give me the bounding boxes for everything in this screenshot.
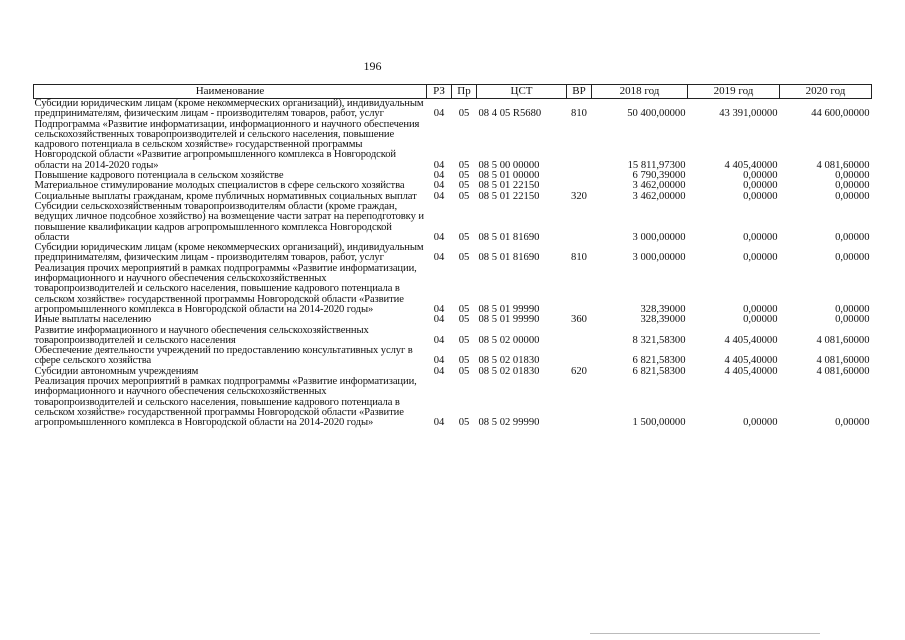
row-name: Повышение кадрового потенциала в сельском хозяйстве bbox=[34, 170, 284, 182]
row-2020: 4 081,60000 bbox=[816, 355, 870, 367]
row-2018: 6 821,58300 bbox=[632, 365, 686, 377]
row-rz: 04 bbox=[433, 252, 445, 264]
row-rz: 04 bbox=[433, 334, 445, 346]
row-pr: 05 bbox=[458, 314, 470, 326]
row-rz: 04 bbox=[433, 365, 445, 377]
row-2020: 0,00000 bbox=[835, 417, 870, 429]
row-cst: 08 5 02 99990 bbox=[478, 417, 540, 429]
row-2019: 0,00000 bbox=[743, 231, 778, 243]
row-pr: 05 bbox=[458, 334, 470, 346]
row-pr: 05 bbox=[458, 231, 470, 243]
row-vr bbox=[567, 346, 592, 367]
row-rz: 04 bbox=[433, 180, 445, 192]
row-cst: 08 5 00 00000 bbox=[478, 159, 540, 171]
header-2018: 2018 год bbox=[592, 85, 688, 99]
row-2018: 3 462,00000 bbox=[632, 180, 686, 192]
page-number: 196 bbox=[363, 59, 382, 73]
row-rz: 04 bbox=[433, 355, 445, 367]
row-2018: 328,39000 bbox=[640, 303, 686, 315]
header-name: Наименование bbox=[34, 85, 427, 99]
row-name: Субсидии юридическим лицам (кроме некоммерческих организаций), индивидуальным предпринимателям, физическим лицам - производителям товаров, работ, услуг bbox=[34, 242, 424, 264]
row-pr: 05 bbox=[458, 365, 470, 377]
row-2020: 0,00000 bbox=[835, 231, 870, 243]
budget-table bbox=[33, 84, 872, 429]
header-cst: ЦСТ bbox=[477, 85, 567, 99]
row-vr: 360 bbox=[571, 314, 587, 326]
row-2020: 0,00000 bbox=[835, 180, 870, 192]
header-rz: РЗ bbox=[427, 85, 452, 99]
row-name: Иные выплаты населению bbox=[34, 314, 152, 326]
row-name: Субсидии сельскохозяйственным товаропроизводителям области (кроме граждан, ведущих личное подсобное хозяйство) на возмещение части затрат на переподготовку и повышение квалификации кадров агропромышленного комплекса Новгородской области bbox=[34, 200, 424, 243]
row-2020: 0,00000 bbox=[835, 314, 870, 326]
row-name: Социальные выплаты гражданам, кроме публичных нормативных социальных выплат bbox=[34, 190, 417, 202]
row-cst: 08 5 01 81690 bbox=[478, 231, 540, 243]
row-cst: 08 5 01 99990 bbox=[478, 303, 540, 315]
table-row bbox=[34, 315, 872, 325]
row-2020: 0,00000 bbox=[835, 303, 870, 315]
row-2020: 0,00000 bbox=[835, 252, 870, 264]
row-2018: 15 811,97300 bbox=[627, 159, 686, 171]
row-pr: 05 bbox=[458, 190, 470, 202]
header-vr: ВР bbox=[567, 85, 592, 99]
row-2018: 1 500,00000 bbox=[632, 417, 686, 429]
row-2019: 4 405,40000 bbox=[724, 355, 778, 367]
row-2020: 44 600,00000 bbox=[811, 108, 870, 120]
row-name: Подпрограмма «Развитие информатизации, информационного и научного обеспечения сельскохозяйственных товаропроизводителей и сельского населения, повышение кадрового потенциала в сельском хозяйстве» государственной программы Новгородской области «Развитие агропромышленного комплекса в Новгородской области на 2014-2020 годы» bbox=[34, 118, 420, 171]
table-row bbox=[34, 202, 872, 243]
row-pr: 05 bbox=[458, 108, 470, 120]
table-row bbox=[34, 99, 872, 120]
row-2018: 3 000,00000 bbox=[632, 252, 686, 264]
row-vr bbox=[567, 202, 592, 243]
row-rz: 04 bbox=[433, 314, 445, 326]
row-2020: 4 081,60000 bbox=[816, 365, 870, 377]
row-cst: 08 5 01 22150 bbox=[478, 180, 540, 192]
row-cst: 08 5 02 01830 bbox=[478, 365, 540, 377]
row-vr: 320 bbox=[571, 190, 587, 202]
row-2018: 328,39000 bbox=[640, 314, 686, 326]
row-2019: 4 405,40000 bbox=[724, 365, 778, 377]
row-name: Материальное стимулирование молодых специалистов в сфере сельского хозяйства bbox=[34, 180, 405, 192]
row-2020: 4 081,60000 bbox=[816, 159, 870, 171]
table-row bbox=[34, 264, 872, 315]
footer-rule bbox=[590, 633, 820, 634]
row-vr bbox=[567, 326, 592, 347]
row-cst: 08 5 01 81690 bbox=[478, 252, 540, 264]
row-2018: 50 400,00000 bbox=[627, 108, 686, 120]
table-row bbox=[34, 377, 872, 428]
row-rz: 04 bbox=[433, 417, 445, 429]
row-cst: 08 5 01 99990 bbox=[478, 314, 540, 326]
row-pr: 05 bbox=[458, 303, 470, 315]
row-2018: 6 790,39000 bbox=[632, 170, 686, 182]
row-cst: 08 5 01 22150 bbox=[478, 190, 540, 202]
table-row bbox=[34, 243, 872, 264]
row-vr bbox=[567, 120, 592, 171]
row-2019: 0,00000 bbox=[743, 417, 778, 429]
row-pr: 05 bbox=[458, 159, 470, 171]
row-cst: 08 5 01 00000 bbox=[478, 170, 540, 182]
row-name: Реализация прочих мероприятий в рамках подпрограммы «Развитие информатизации, информационного и научного обеспечения сельскохозяйственных товаропроизводителей и сельского населения, повышение кадрового потенциала в сельском хозяйстве» государственной программы Новгородской области «Развитие агропромышленного комплекса в Новгородской области на 2014-2020 годы» bbox=[34, 262, 417, 315]
row-pr: 05 bbox=[458, 180, 470, 192]
row-name: Развитие информационного и научного обеспечения сельскохозяйственных товаропроизводителей и сельского населения bbox=[34, 324, 369, 346]
row-vr bbox=[567, 264, 592, 315]
header-2020: 2020 год bbox=[780, 85, 872, 99]
row-2018: 6 821,58300 bbox=[632, 355, 686, 367]
row-vr: 620 bbox=[571, 365, 587, 377]
row-rz: 04 bbox=[433, 170, 445, 182]
row-2020: 0,00000 bbox=[835, 190, 870, 202]
row-2020: 4 081,60000 bbox=[816, 334, 870, 346]
row-2018: 3 000,00000 bbox=[632, 231, 686, 243]
row-cst: 08 5 02 00000 bbox=[478, 334, 540, 346]
row-rz: 04 bbox=[433, 303, 445, 315]
row-2019: 4 405,40000 bbox=[724, 159, 778, 171]
row-2019: 0,00000 bbox=[743, 303, 778, 315]
row-2018: 3 462,00000 bbox=[632, 190, 686, 202]
row-2019: 0,00000 bbox=[743, 170, 778, 182]
table-body bbox=[34, 99, 872, 429]
table-row bbox=[34, 346, 872, 367]
row-rz: 04 bbox=[433, 190, 445, 202]
table-row bbox=[34, 326, 872, 347]
row-2020: 0,00000 bbox=[835, 170, 870, 182]
row-rz: 04 bbox=[433, 231, 445, 243]
row-pr: 05 bbox=[458, 355, 470, 367]
row-rz: 04 bbox=[433, 108, 445, 120]
header-pr: Пр bbox=[452, 85, 477, 99]
table-row bbox=[34, 120, 872, 171]
row-vr: 810 bbox=[571, 252, 587, 264]
row-2019: 0,00000 bbox=[743, 180, 778, 192]
row-vr bbox=[567, 377, 592, 428]
row-rz: 04 bbox=[433, 159, 445, 171]
row-2019: 0,00000 bbox=[743, 314, 778, 326]
table-header-row bbox=[34, 85, 872, 99]
row-pr: 05 bbox=[458, 252, 470, 264]
row-name: Реализация прочих мероприятий в рамках подпрограммы «Развитие информатизации, информационного и научного обеспечения сельскохозяйственных товаропроизводителей и сельского населения, повышение кадрового потенциала в сельском хозяйстве» государственной программы Новгородской области «Развитие агропромышленного комплекса в Новгородской области на 2014-2020 годы» bbox=[34, 376, 417, 429]
row-name: Субсидии автономным учреждениям bbox=[34, 365, 199, 377]
row-pr: 05 bbox=[458, 417, 470, 429]
row-cst: 08 5 02 01830 bbox=[478, 355, 540, 367]
row-name: Субсидии юридическим лицам (кроме некоммерческих организаций), индивидуальным предпринимателям, физическим лицам - производителям товаров, работ, услуг bbox=[34, 98, 424, 120]
row-2019: 0,00000 bbox=[743, 252, 778, 264]
row-2019: 43 391,00000 bbox=[719, 108, 778, 120]
row-vr bbox=[567, 171, 592, 181]
row-cst: 08 4 05 R5680 bbox=[478, 108, 542, 120]
row-pr: 05 bbox=[458, 170, 470, 182]
header-2019: 2019 год bbox=[688, 85, 780, 99]
row-2019: 4 405,40000 bbox=[724, 334, 778, 346]
row-2018: 8 321,58300 bbox=[632, 334, 686, 346]
row-vr: 810 bbox=[571, 108, 587, 120]
row-name: Обеспечение деятельности учреждений по предоставлению консультативных услуг в сфере сельского хозяйства bbox=[34, 345, 413, 367]
row-2019: 0,00000 bbox=[743, 190, 778, 202]
